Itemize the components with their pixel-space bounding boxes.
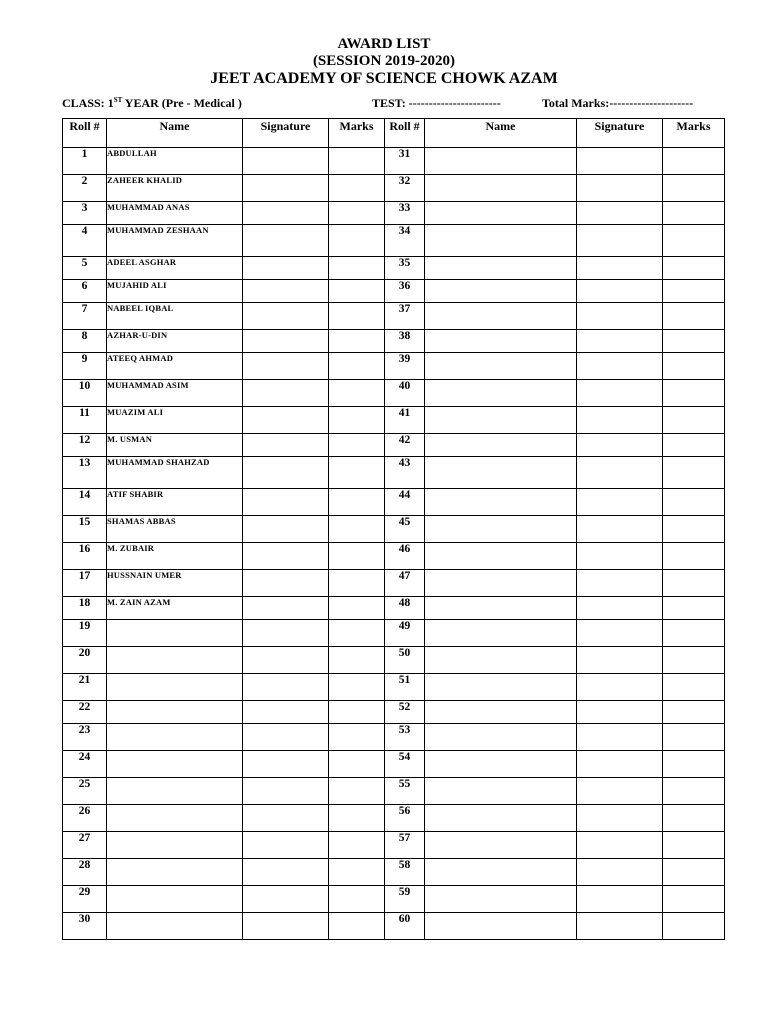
signature-left-cell bbox=[243, 303, 329, 330]
table-row bbox=[63, 148, 725, 175]
marks-left-cell bbox=[329, 303, 385, 330]
table-row bbox=[63, 175, 725, 202]
marks-right-cell bbox=[663, 457, 725, 489]
header-name-right: Name bbox=[425, 119, 577, 148]
name-left-cell: AZHAR-U-DIN bbox=[107, 330, 243, 353]
name-left-cell: M. ZAIN AZAM bbox=[107, 597, 243, 620]
signature-left-cell bbox=[243, 280, 329, 303]
name-left-cell: MUHAMMAD SHAHZAD bbox=[107, 457, 243, 489]
name-right-cell bbox=[425, 330, 577, 353]
signature-right-cell bbox=[577, 457, 663, 489]
marks-right-cell bbox=[663, 202, 725, 225]
name-right-cell bbox=[425, 175, 577, 202]
marks-right-cell bbox=[663, 832, 725, 859]
signature-right-cell bbox=[577, 407, 663, 434]
session-label: (SESSION 2019-2020) bbox=[312, 53, 456, 69]
marks-right-cell bbox=[663, 543, 725, 570]
roll-left-cell: 16 bbox=[63, 543, 107, 570]
marks-right-cell bbox=[663, 380, 725, 407]
signature-left-cell bbox=[243, 778, 329, 805]
marks-left-cell bbox=[329, 202, 385, 225]
signature-left-cell bbox=[243, 832, 329, 859]
signature-right-cell bbox=[577, 380, 663, 407]
signature-right-cell bbox=[577, 913, 663, 940]
signature-left-cell bbox=[243, 457, 329, 489]
marks-left-cell bbox=[329, 570, 385, 597]
signature-left-cell bbox=[243, 859, 329, 886]
name-right-cell bbox=[425, 516, 577, 543]
marks-left-cell bbox=[329, 647, 385, 674]
roll-right-cell: 32 bbox=[385, 175, 425, 202]
marks-left-cell bbox=[329, 751, 385, 778]
name-left-cell: SHAMAS ABBAS bbox=[107, 516, 243, 543]
marks-left-cell bbox=[329, 489, 385, 516]
name-left-cell bbox=[107, 913, 243, 940]
table-row bbox=[63, 225, 725, 257]
name-right-cell bbox=[425, 257, 577, 280]
name-left-cell bbox=[107, 647, 243, 674]
marks-left-cell bbox=[329, 434, 385, 457]
table-row bbox=[63, 516, 725, 543]
marks-left-cell bbox=[329, 175, 385, 202]
roll-right-cell: 54 bbox=[385, 751, 425, 778]
name-left-cell bbox=[107, 674, 243, 701]
name-right-cell bbox=[425, 886, 577, 913]
name-left-cell: NABEEL IQBAL bbox=[107, 303, 243, 330]
signature-left-cell bbox=[243, 751, 329, 778]
signature-left-cell bbox=[243, 805, 329, 832]
table-row bbox=[63, 674, 725, 701]
roll-right-cell: 60 bbox=[385, 913, 425, 940]
name-left-cell bbox=[107, 886, 243, 913]
name-right-cell bbox=[425, 489, 577, 516]
marks-left-cell bbox=[329, 280, 385, 303]
name-right-cell bbox=[425, 303, 577, 330]
name-right-cell bbox=[425, 225, 577, 257]
marks-left-cell bbox=[329, 380, 385, 407]
marks-left-cell bbox=[329, 859, 385, 886]
table-row bbox=[63, 257, 725, 280]
marks-right-cell bbox=[663, 303, 725, 330]
marks-right-cell bbox=[663, 674, 725, 701]
marks-left-cell bbox=[329, 778, 385, 805]
marks-left-cell bbox=[329, 257, 385, 280]
table-row bbox=[63, 303, 725, 330]
test-label: TEST: ----------------------- bbox=[372, 96, 501, 110]
table-row bbox=[63, 407, 725, 434]
signature-left-cell bbox=[243, 148, 329, 175]
roll-left-cell: 27 bbox=[63, 832, 107, 859]
name-right-cell bbox=[425, 543, 577, 570]
marks-right-cell bbox=[663, 597, 725, 620]
signature-left-cell bbox=[243, 620, 329, 647]
name-right-cell bbox=[425, 407, 577, 434]
roll-left-cell: 29 bbox=[63, 886, 107, 913]
table-row bbox=[63, 620, 725, 647]
marks-right-cell bbox=[663, 330, 725, 353]
marks-left-cell bbox=[329, 330, 385, 353]
marks-right-cell bbox=[663, 805, 725, 832]
signature-right-cell bbox=[577, 674, 663, 701]
table-row bbox=[63, 859, 725, 886]
marks-left-cell bbox=[329, 457, 385, 489]
marks-left-cell bbox=[329, 353, 385, 380]
signature-right-cell bbox=[577, 489, 663, 516]
roll-right-cell: 53 bbox=[385, 724, 425, 751]
signature-left-cell bbox=[243, 434, 329, 457]
roll-left-cell: 26 bbox=[63, 805, 107, 832]
signature-right-cell bbox=[577, 597, 663, 620]
roll-left-cell: 4 bbox=[63, 225, 107, 257]
name-left-cell: MUHAMMAD ZESHAAN bbox=[107, 225, 243, 257]
roll-right-cell: 46 bbox=[385, 543, 425, 570]
signature-left-cell bbox=[243, 570, 329, 597]
signature-right-cell bbox=[577, 434, 663, 457]
marks-right-cell bbox=[663, 353, 725, 380]
signature-right-cell bbox=[577, 647, 663, 674]
marks-left-cell bbox=[329, 516, 385, 543]
roll-left-cell: 12 bbox=[63, 434, 107, 457]
name-left-cell: ADEEL ASGHAR bbox=[107, 257, 243, 280]
header-roll-left: Roll # bbox=[63, 119, 107, 148]
marks-left-cell bbox=[329, 674, 385, 701]
signature-right-cell bbox=[577, 620, 663, 647]
roll-right-cell: 36 bbox=[385, 280, 425, 303]
header-signature-right: Signature bbox=[577, 119, 663, 148]
class-suffix: YEAR (Pre - Medical ) bbox=[122, 96, 242, 110]
name-right-cell bbox=[425, 674, 577, 701]
roll-right-cell: 49 bbox=[385, 620, 425, 647]
marks-left-cell bbox=[329, 701, 385, 724]
marks-right-cell bbox=[663, 148, 725, 175]
marks-right-cell bbox=[663, 257, 725, 280]
document-title: AWARD LIST bbox=[337, 36, 431, 52]
name-right-cell bbox=[425, 434, 577, 457]
table-row bbox=[63, 434, 725, 457]
roll-left-cell: 17 bbox=[63, 570, 107, 597]
roll-right-cell: 42 bbox=[385, 434, 425, 457]
signature-left-cell bbox=[243, 489, 329, 516]
header-name-left: Name bbox=[107, 119, 243, 148]
roll-right-cell: 35 bbox=[385, 257, 425, 280]
signature-left-cell bbox=[243, 647, 329, 674]
signature-right-cell bbox=[577, 225, 663, 257]
signature-left-cell bbox=[243, 380, 329, 407]
signature-left-cell bbox=[243, 913, 329, 940]
roll-right-cell: 38 bbox=[385, 330, 425, 353]
table-row bbox=[63, 832, 725, 859]
signature-right-cell bbox=[577, 303, 663, 330]
marks-right-cell bbox=[663, 859, 725, 886]
name-left-cell bbox=[107, 832, 243, 859]
signature-left-cell bbox=[243, 886, 329, 913]
marks-right-cell bbox=[663, 434, 725, 457]
roll-right-cell: 59 bbox=[385, 886, 425, 913]
marks-right-cell bbox=[663, 570, 725, 597]
roll-left-cell: 11 bbox=[63, 407, 107, 434]
signature-right-cell bbox=[577, 859, 663, 886]
roll-left-cell: 7 bbox=[63, 303, 107, 330]
award-table-body bbox=[63, 148, 725, 940]
signature-right-cell bbox=[577, 257, 663, 280]
name-right-cell bbox=[425, 701, 577, 724]
roll-right-cell: 40 bbox=[385, 380, 425, 407]
table-row bbox=[63, 778, 725, 805]
signature-left-cell bbox=[243, 175, 329, 202]
table-row bbox=[63, 202, 725, 225]
roll-right-cell: 52 bbox=[385, 701, 425, 724]
header-roll-right: Roll # bbox=[385, 119, 425, 148]
signature-right-cell bbox=[577, 832, 663, 859]
roll-left-cell: 24 bbox=[63, 751, 107, 778]
roll-right-cell: 37 bbox=[385, 303, 425, 330]
roll-left-cell: 30 bbox=[63, 913, 107, 940]
name-left-cell: M. USMAN bbox=[107, 434, 243, 457]
name-right-cell bbox=[425, 202, 577, 225]
header-marks-left: Marks bbox=[329, 119, 385, 148]
name-left-cell: M. ZUBAIR bbox=[107, 543, 243, 570]
roll-right-cell: 51 bbox=[385, 674, 425, 701]
marks-right-cell bbox=[663, 647, 725, 674]
signature-left-cell bbox=[243, 674, 329, 701]
roll-left-cell: 18 bbox=[63, 597, 107, 620]
name-left-cell bbox=[107, 701, 243, 724]
name-left-cell: MUHAMMAD ASIM bbox=[107, 380, 243, 407]
name-left-cell: ATEEQ AHMAD bbox=[107, 353, 243, 380]
marks-left-cell bbox=[329, 832, 385, 859]
table-row bbox=[63, 913, 725, 940]
name-right-cell bbox=[425, 832, 577, 859]
signature-right-cell bbox=[577, 148, 663, 175]
table-row bbox=[63, 724, 725, 751]
table-row bbox=[63, 597, 725, 620]
signature-right-cell bbox=[577, 886, 663, 913]
signature-right-cell bbox=[577, 330, 663, 353]
roll-right-cell: 56 bbox=[385, 805, 425, 832]
name-right-cell bbox=[425, 620, 577, 647]
table-header-row bbox=[63, 119, 725, 148]
marks-right-cell bbox=[663, 516, 725, 543]
roll-left-cell: 15 bbox=[63, 516, 107, 543]
roll-right-cell: 50 bbox=[385, 647, 425, 674]
marks-right-cell bbox=[663, 620, 725, 647]
name-left-cell bbox=[107, 859, 243, 886]
marks-left-cell bbox=[329, 620, 385, 647]
table-row bbox=[63, 353, 725, 380]
table-row bbox=[63, 805, 725, 832]
marks-left-cell bbox=[329, 148, 385, 175]
signature-left-cell bbox=[243, 330, 329, 353]
marks-left-cell bbox=[329, 543, 385, 570]
table-row bbox=[63, 886, 725, 913]
roll-left-cell: 22 bbox=[63, 701, 107, 724]
name-right-cell bbox=[425, 724, 577, 751]
marks-right-cell bbox=[663, 751, 725, 778]
roll-left-cell: 3 bbox=[63, 202, 107, 225]
table-row bbox=[63, 570, 725, 597]
name-left-cell bbox=[107, 778, 243, 805]
class-label bbox=[62, 96, 242, 111]
signature-right-cell bbox=[577, 805, 663, 832]
signature-right-cell bbox=[577, 516, 663, 543]
roll-left-cell: 28 bbox=[63, 859, 107, 886]
class-superscript: ST bbox=[113, 96, 123, 104]
marks-right-cell bbox=[663, 489, 725, 516]
roll-right-cell: 55 bbox=[385, 778, 425, 805]
name-right-cell bbox=[425, 647, 577, 674]
roll-left-cell: 1 bbox=[63, 148, 107, 175]
name-left-cell: ABDULLAH bbox=[107, 148, 243, 175]
marks-right-cell bbox=[663, 701, 725, 724]
roll-right-cell: 45 bbox=[385, 516, 425, 543]
name-right-cell bbox=[425, 805, 577, 832]
table-row bbox=[63, 489, 725, 516]
roll-left-cell: 20 bbox=[63, 647, 107, 674]
table-row bbox=[63, 701, 725, 724]
academy-name: JEET ACADEMY OF SCIENCE CHOWK AZAM bbox=[210, 70, 558, 87]
signature-right-cell bbox=[577, 778, 663, 805]
table-row bbox=[63, 647, 725, 674]
roll-right-cell: 43 bbox=[385, 457, 425, 489]
table-row bbox=[63, 330, 725, 353]
table-row bbox=[63, 380, 725, 407]
name-right-cell bbox=[425, 148, 577, 175]
roll-left-cell: 19 bbox=[63, 620, 107, 647]
roll-right-cell: 41 bbox=[385, 407, 425, 434]
signature-right-cell bbox=[577, 280, 663, 303]
table-row bbox=[63, 457, 725, 489]
roll-left-cell: 14 bbox=[63, 489, 107, 516]
name-right-cell bbox=[425, 280, 577, 303]
roll-right-cell: 33 bbox=[385, 202, 425, 225]
signature-left-cell bbox=[243, 701, 329, 724]
roll-right-cell: 39 bbox=[385, 353, 425, 380]
name-left-cell: MUAZIM ALI bbox=[107, 407, 243, 434]
name-right-cell bbox=[425, 913, 577, 940]
roll-left-cell: 23 bbox=[63, 724, 107, 751]
marks-right-cell bbox=[663, 280, 725, 303]
roll-right-cell: 57 bbox=[385, 832, 425, 859]
table-row bbox=[63, 543, 725, 570]
roll-left-cell: 5 bbox=[63, 257, 107, 280]
name-right-cell bbox=[425, 353, 577, 380]
document-header bbox=[0, 36, 768, 88]
roll-left-cell: 8 bbox=[63, 330, 107, 353]
marks-right-cell bbox=[663, 778, 725, 805]
signature-right-cell bbox=[577, 724, 663, 751]
signature-left-cell bbox=[243, 353, 329, 380]
signature-right-cell bbox=[577, 543, 663, 570]
roll-right-cell: 31 bbox=[385, 148, 425, 175]
header-marks-right: Marks bbox=[663, 119, 725, 148]
roll-right-cell: 48 bbox=[385, 597, 425, 620]
signature-left-cell bbox=[243, 516, 329, 543]
roll-right-cell: 34 bbox=[385, 225, 425, 257]
roll-left-cell: 21 bbox=[63, 674, 107, 701]
roll-left-cell: 9 bbox=[63, 353, 107, 380]
name-left-cell bbox=[107, 805, 243, 832]
signature-right-cell bbox=[577, 353, 663, 380]
signature-right-cell bbox=[577, 175, 663, 202]
marks-right-cell bbox=[663, 225, 725, 257]
signature-left-cell bbox=[243, 543, 329, 570]
signature-left-cell bbox=[243, 202, 329, 225]
marks-right-cell bbox=[663, 886, 725, 913]
name-left-cell: MUHAMMAD ANAS bbox=[107, 202, 243, 225]
marks-left-cell bbox=[329, 805, 385, 832]
marks-right-cell bbox=[663, 407, 725, 434]
class-prefix: CLASS: 1 bbox=[62, 96, 114, 110]
name-left-cell: ZAHEER KHALID bbox=[107, 175, 243, 202]
marks-right-cell bbox=[663, 913, 725, 940]
marks-right-cell bbox=[663, 175, 725, 202]
name-left-cell: MUJAHID ALI bbox=[107, 280, 243, 303]
roll-left-cell: 13 bbox=[63, 457, 107, 489]
marks-right-cell bbox=[663, 724, 725, 751]
roll-left-cell: 6 bbox=[63, 280, 107, 303]
name-left-cell: HUSSNAIN UMER bbox=[107, 570, 243, 597]
marks-left-cell bbox=[329, 724, 385, 751]
marks-left-cell bbox=[329, 225, 385, 257]
name-right-cell bbox=[425, 751, 577, 778]
marks-left-cell bbox=[329, 407, 385, 434]
marks-left-cell bbox=[329, 913, 385, 940]
signature-right-cell bbox=[577, 570, 663, 597]
signature-left-cell bbox=[243, 597, 329, 620]
marks-left-cell bbox=[329, 597, 385, 620]
class-info-bar bbox=[62, 96, 722, 112]
roll-right-cell: 58 bbox=[385, 859, 425, 886]
signature-right-cell bbox=[577, 751, 663, 778]
roll-left-cell: 10 bbox=[63, 380, 107, 407]
signature-left-cell bbox=[243, 407, 329, 434]
name-left-cell: ATIF SHABIR bbox=[107, 489, 243, 516]
signature-right-cell bbox=[577, 701, 663, 724]
name-right-cell bbox=[425, 457, 577, 489]
table-row bbox=[63, 280, 725, 303]
signature-left-cell bbox=[243, 225, 329, 257]
roll-left-cell: 2 bbox=[63, 175, 107, 202]
name-right-cell bbox=[425, 380, 577, 407]
award-table bbox=[62, 118, 725, 940]
name-right-cell bbox=[425, 859, 577, 886]
name-left-cell bbox=[107, 724, 243, 751]
total-marks-label: Total Marks:--------------------- bbox=[542, 96, 694, 110]
header-signature-left: Signature bbox=[243, 119, 329, 148]
marks-left-cell bbox=[329, 886, 385, 913]
signature-left-cell bbox=[243, 257, 329, 280]
name-right-cell bbox=[425, 778, 577, 805]
signature-right-cell bbox=[577, 202, 663, 225]
name-right-cell bbox=[425, 597, 577, 620]
roll-right-cell: 47 bbox=[385, 570, 425, 597]
signature-left-cell bbox=[243, 724, 329, 751]
name-left-cell bbox=[107, 751, 243, 778]
name-left-cell bbox=[107, 620, 243, 647]
table-row bbox=[63, 751, 725, 778]
name-right-cell bbox=[425, 570, 577, 597]
roll-right-cell: 44 bbox=[385, 489, 425, 516]
roll-left-cell: 25 bbox=[63, 778, 107, 805]
